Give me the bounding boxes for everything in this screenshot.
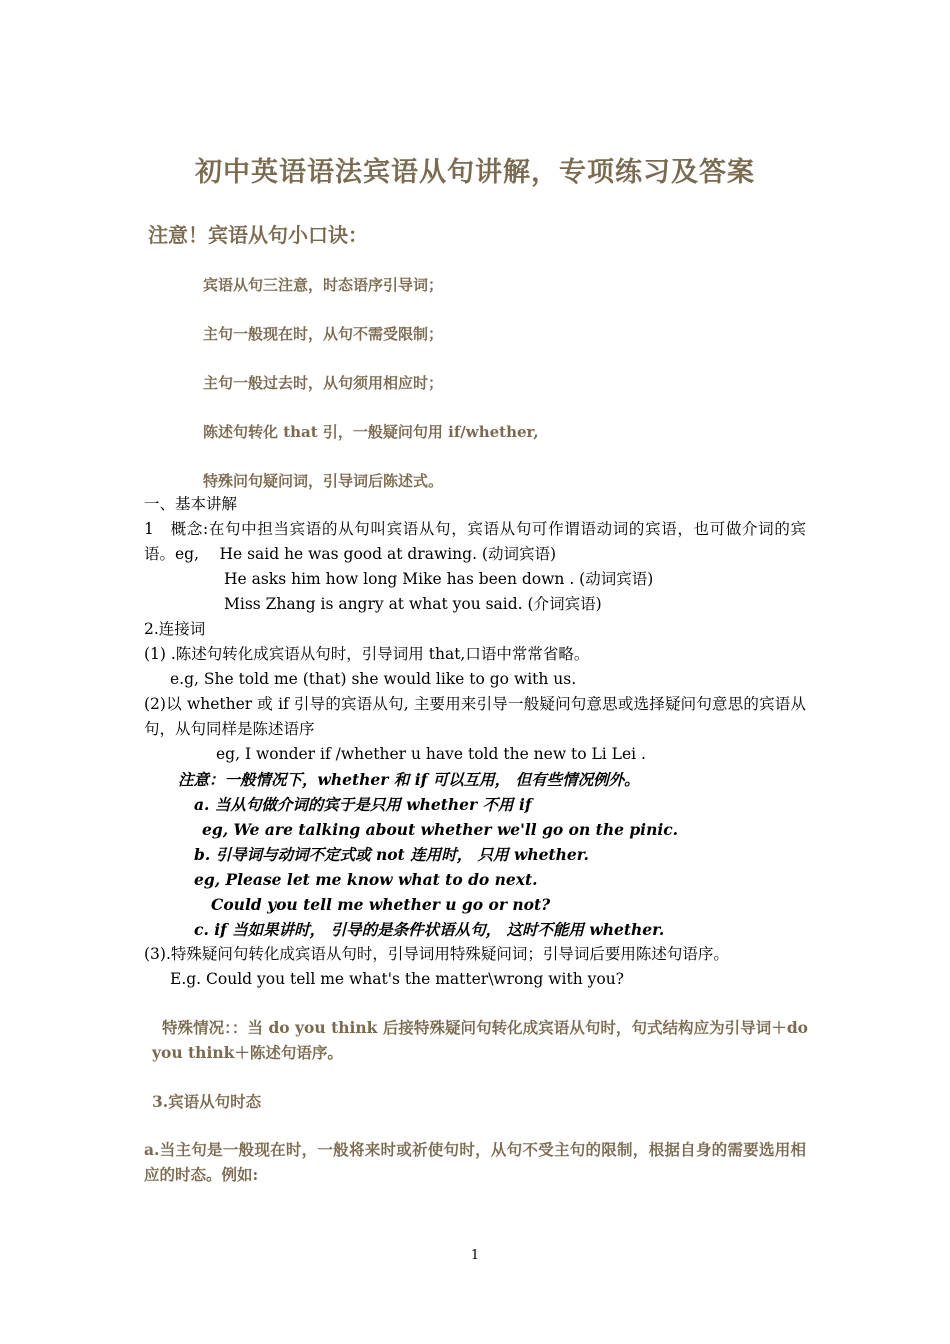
page-number: 1 (470, 1248, 480, 1263)
example-sentence: eg, I wonder if /whether u have told the new to Li Lei . (216, 745, 646, 763)
special-case-paragraph: 特殊情况：：当 do you think 后接特殊疑问句转化成宾语从句时，句式结构应为引导词＋do you think＋陈述句语序。 (152, 1018, 808, 1062)
example-sentence: eg, We are talking about whether we'll go on the pinic. (202, 820, 679, 839)
paragraph-2: (2)以 whether 或 if 引导的宾语从句, 主要用来引导一般疑问句意思或选择疑问句意思的宾语从句，从句同样是陈述语序 (144, 695, 806, 738)
note-item-a: a. 当从句做介词的宾于是只用 whether 不用 if (194, 795, 532, 814)
example-sentence: Miss Zhang is angry at what you said. (介词宾语) (224, 595, 602, 613)
example-sentence: E.g. Could you tell me what's the matter\wrong with you? (170, 970, 624, 988)
tense-paragraph-a: a.当主句是一般现在时，一般将来时或祈使句时，从句不受主句的限制，根据自身的需要选用相应的时态。例如: (144, 1140, 806, 1184)
paragraph-3: (3).特殊疑问句转化成宾语从句时，引导词用特殊疑问词；引导词后要用陈述句语序。 (144, 945, 729, 963)
rhyme-line: 主句一般现在时，从句不需受限制； (203, 325, 444, 343)
page-title: 初中英语语法宾语从句讲解，专项练习及答案 (195, 157, 755, 188)
note-heading: 注意！宾语从句小口诀： (148, 223, 368, 247)
note-item-b: b. 引导词与动词不定式或 not 连用时， 只用 whether. (194, 845, 589, 864)
rhyme-line: 陈述句转化 that 引，一般疑问句用 if/whether, (203, 423, 539, 441)
rhyme-line: 主句一般过去时，从句须用相应时； (203, 374, 444, 392)
example-sentence: Could you tell me whether u go or not? (211, 895, 551, 914)
subheading-connectives: 2.连接词 (144, 620, 206, 638)
rhyme-line: 特殊问句疑问词，引导词后陈述式。 (203, 472, 444, 490)
section-heading: 一、基本讲解 (144, 495, 238, 513)
note-line: 注意：一般情况下，whether 和 if 可以互用， 但有些情况例外。 (178, 770, 640, 789)
note-item-c: c. if 当如果讲时， 引导的是条件状语从句， 这时不能用 whether. (194, 920, 665, 939)
concept-paragraph: 1 概念:在句中担当宾语的从句叫宾语从句，宾语从句可作谓语动词的宾语，也可做介词的宾语。eg, He said he was good at drawing. (动词宾语) (144, 520, 806, 563)
example-sentence: He asks him how long Mike has been down . (动词宾语) (224, 570, 654, 588)
rhyme-line: 宾语从句三注意，时态语序引导词； (203, 276, 444, 294)
tense-heading: 3.宾语从句时态 (152, 1092, 262, 1111)
example-sentence: e.g, She told me (that) she would like to go with us. (170, 670, 577, 688)
example-sentence: eg, Please let me know what to do next. (194, 870, 538, 889)
paragraph-1: (1) .陈述句转化成宾语从句时，引导词用 that,口语中常常省略。 (144, 645, 590, 663)
